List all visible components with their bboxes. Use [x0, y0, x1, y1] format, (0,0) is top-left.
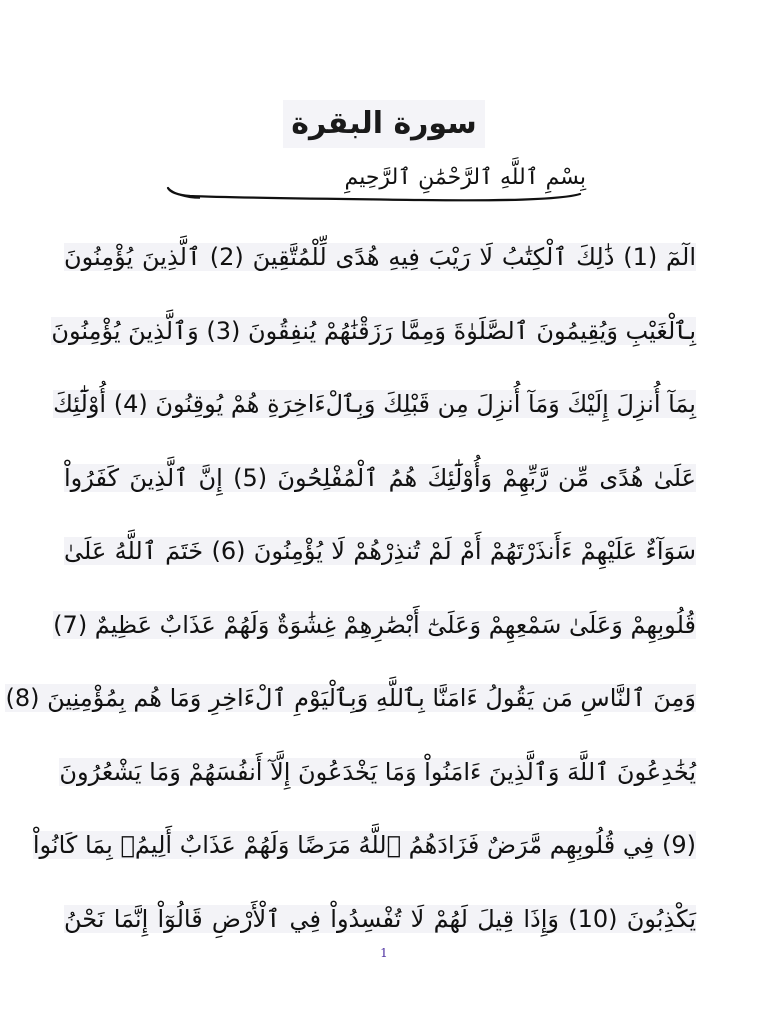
verse-line-text: يَكْذِبُونَ (10) وَإِذَا قِيلَ لَهُمْ لَا تُفْسِدُواْ فِي ٱلْأَرْضِ قَالُوٓاْ إِنَّمَا نَحْنُ [64, 904, 697, 933]
verse-line-text: بِمَآ أُنزِلَ إِلَيْكَ وَمَآ أُنزِلَ مِن قَبْلِكَ وَبِٱلْءَاخِرَةِ هُمْ يُوقِنُونَ (4) أُوْلَٰٓئِكَ [53, 390, 696, 418]
verse-line [53, 375, 696, 433]
verse-line-text: سَوَآءٌ عَلَيْهِمْ ءَأَنذَرْتَهُمْ أَمْ لَمْ تُنذِرْهُمْ لَا يُؤْمِنُونَ (6) خَتَمَ ٱللَّهُ عَلَىٰ [64, 537, 696, 565]
page-number: 1 [380, 946, 388, 960]
verse-line-text: وَمِنَ ٱلنَّاسِ مَن يَقُولُ ءَامَنَّا بِٱللَّهِ وَبِٱلْيَوْمِ ٱلْءَاخِرِ وَمَا هُم بِمُؤْمِنِينَ (8) [5, 684, 696, 712]
basmala [160, 160, 608, 210]
verse-line [59, 743, 696, 801]
verse-line [64, 890, 696, 948]
surah-title-text: سورة البقرة [283, 100, 485, 148]
verse-line-text: الٓمٓ (1) ذَٰلِكَ ٱلْكِتَٰبُ لَا رَيْبَ فِيهِ هُدًى لِّلْمُتَّقِينَ (2) ٱلَّذِينَ يُؤْمِنُونَ [64, 243, 696, 271]
verse-line-text: (9) فِي قُلُوبِهِم مَّرَضٌ فَزَادَهُمُ ٱللَّهُ مَرَضًا وَلَهُمْ عَذَابٌ أَلِيمُۢ بِمَا كَانُواْ [32, 831, 696, 859]
verse-line [64, 522, 696, 580]
verse-line [5, 669, 696, 727]
verse-line [53, 596, 696, 654]
verse-line [64, 228, 696, 286]
verse-lines [5, 228, 697, 963]
verse-line-text: يُخَٰدِعُونَ ٱللَّهَ وَٱلَّذِينَ ءَامَنُواْ وَمَا يَخْدَعُونَ إِلَّآ أَنفُسَهُمْ وَمَا يَشْعُرُونَ [59, 757, 696, 786]
verse-line [51, 302, 696, 360]
verse-line-text: عَلَىٰ هُدًى مِّن رَّبِّهِمْ وَأُوْلَٰٓئِكَ هُمُ ٱلْمُفْلِحُونَ (5) إِنَّ ٱلَّذِينَ كَفَرُواْ [64, 463, 696, 492]
verse-line-text: بِٱلْغَيْبِ وَيُقِيمُونَ ٱلصَّلَوٰةَ وَمِمَّا رَزَقْنَٰهُمْ يُنفِقُونَ (3) وَٱلَّذِينَ يُؤْمِنُونَ [51, 316, 696, 345]
basmala-text: بِسْمِ ٱللَّهِ ٱلرَّحْمَٰنِ ٱلرَّحِيمِ [344, 165, 586, 190]
verse-line [32, 816, 696, 874]
surah-title [0, 100, 768, 148]
verse-line-text: قُلُوبِهِمْ وَعَلَىٰ سَمْعِهِمْ وَعَلَىٰٓ أَبْصَٰرِهِمْ غِشَٰوَةٌ وَلَهُمْ عَذَابٌ عَظِيمٌ (7) [53, 610, 696, 639]
verse-line [64, 449, 696, 507]
